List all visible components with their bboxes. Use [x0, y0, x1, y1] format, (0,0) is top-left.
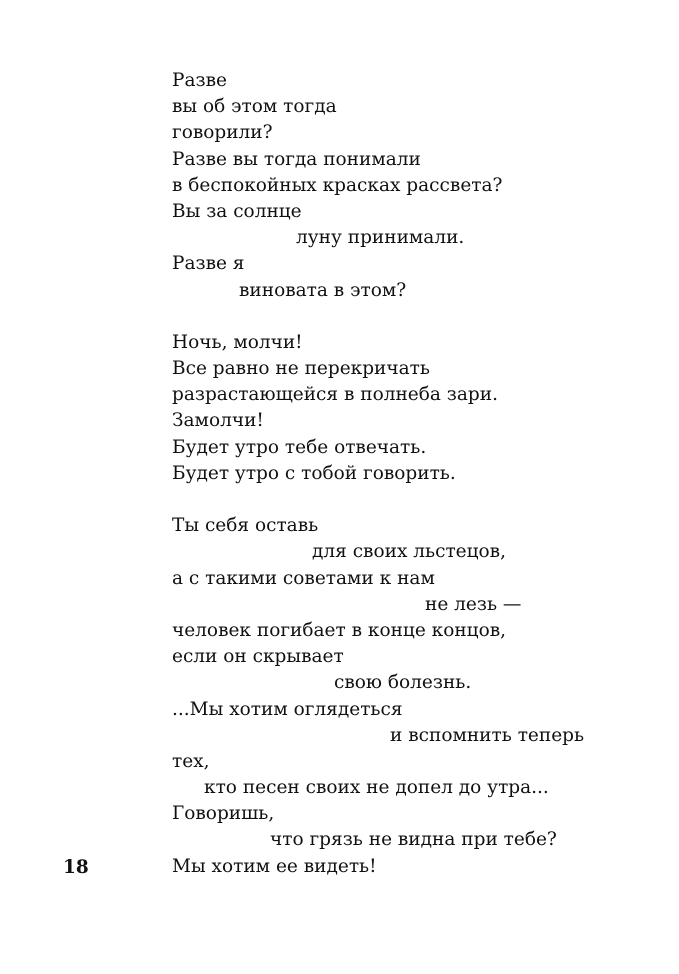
- poem-line: Все равно не перекричать: [172, 358, 430, 380]
- poem-line: Разве: [172, 70, 227, 91]
- poem-line: Ты себя оставь: [172, 515, 319, 537]
- poem-line: виновата в этом?: [239, 279, 407, 301]
- poem-line: в беспокойных красках рассвета?: [172, 174, 503, 196]
- stanza-break: [172, 304, 632, 330]
- poem-line: свою болезнь.: [334, 672, 472, 694]
- poem-line: Замолчи!: [172, 410, 264, 432]
- poem-line: не лезь —: [425, 593, 522, 615]
- poem-line: Разве вы тогда понимали: [172, 148, 421, 170]
- poem-line: Вы за солнце: [172, 200, 302, 222]
- poem-text: [172, 68, 632, 880]
- poem-line: вы об этом тогда: [172, 96, 337, 118]
- stanza-1: [172, 68, 632, 304]
- stanza-2: [172, 330, 632, 487]
- poem-line: тех,: [172, 750, 210, 772]
- poem-line: если он скрывает: [172, 646, 344, 668]
- poem-line: ...Мы хотим оглядеться: [172, 698, 403, 720]
- poem-line: для своих льстецов,: [312, 541, 506, 563]
- poem-line: Говоришь,: [172, 803, 275, 825]
- poem-line: луну принимали.: [296, 227, 465, 249]
- poem-line: разрастающейся в полнеба зари.: [172, 384, 498, 406]
- poem-line: кто песен своих не допел до утра...: [204, 777, 549, 799]
- poem-line: и вспомнить теперь: [390, 724, 585, 746]
- poem-line: Будет утро с тобой говорить.: [172, 462, 456, 484]
- poem-line: говорили?: [172, 122, 273, 144]
- poem-line: Ночь, молчи!: [172, 331, 303, 353]
- poem-line: человек погибает в конце концов,: [172, 619, 507, 641]
- poem-line: Мы хотим ее видеть!: [172, 855, 377, 877]
- poem-line: что грязь не видна при тебе?: [270, 829, 557, 851]
- stanza-break: [172, 487, 632, 513]
- poem-line: Разве я: [172, 253, 245, 275]
- page-number: 18: [63, 857, 89, 878]
- poem-line: Будет утро тебе отвечать.: [172, 436, 427, 458]
- poem-line: а с такими советами к нам: [172, 567, 435, 589]
- stanza-3: [172, 513, 632, 880]
